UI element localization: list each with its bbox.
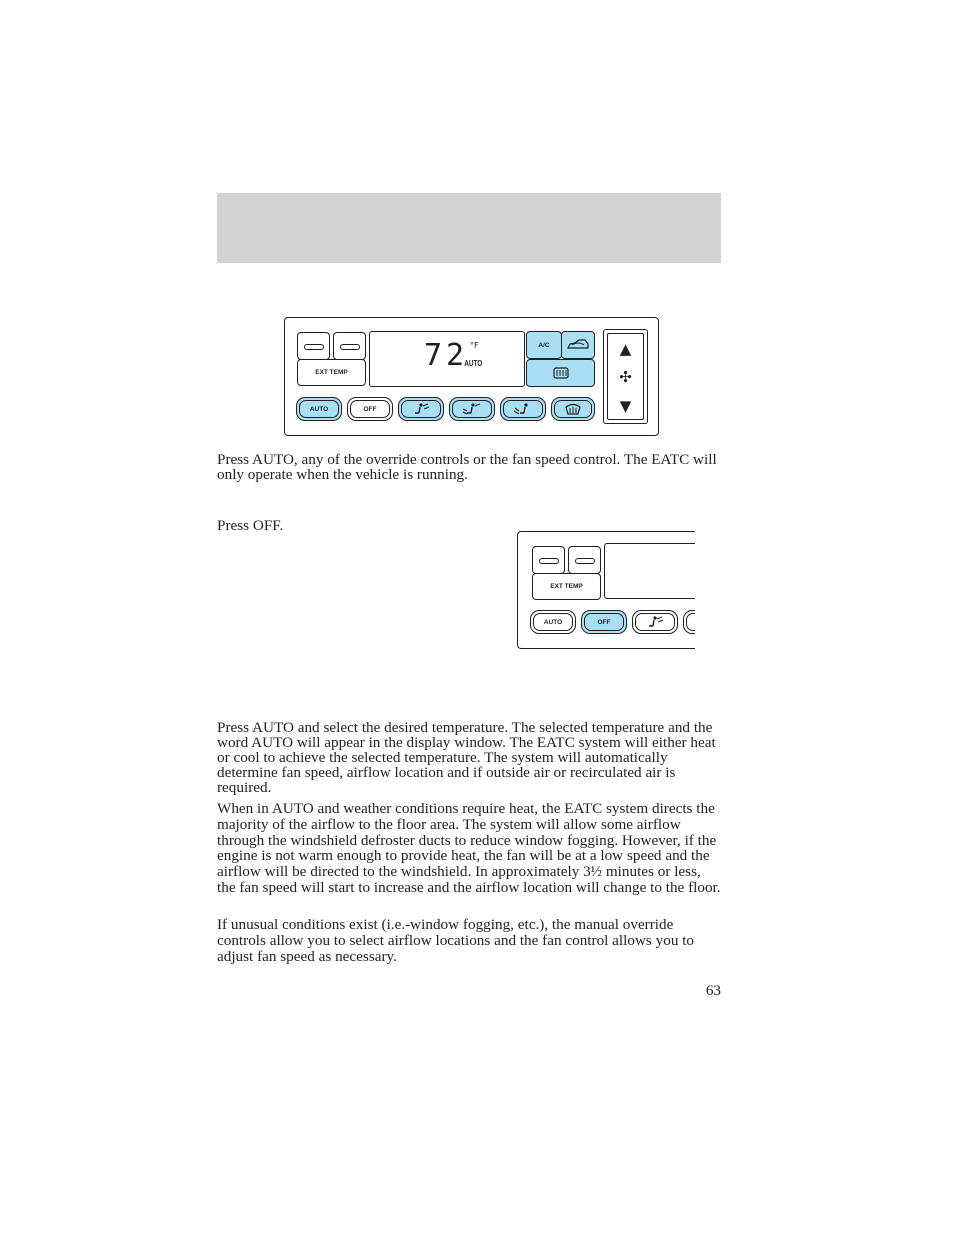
page-number: 63: [705, 982, 721, 999]
off-button[interactable]: [581, 610, 627, 634]
panel-floor-button[interactable]: [449, 397, 495, 421]
temp-up-key[interactable]: [333, 332, 366, 360]
panel-floor-icon: [461, 402, 483, 416]
display-temperature: 72: [424, 338, 469, 373]
paragraph-system-on: Press AUTO, any of the override controls or the fan speed control. The EATC will only operate when the vehicle is running.: [217, 451, 717, 483]
temp-up-key[interactable]: [568, 546, 601, 574]
fan-speed-control: [603, 329, 648, 424]
panel-vent-button[interactable]: [398, 397, 444, 421]
ext-temp-button[interactable]: [297, 359, 366, 386]
windshield-defrost-button[interactable]: [551, 397, 595, 421]
header-band: [217, 193, 721, 263]
floor-icon: [512, 402, 534, 416]
off-button[interactable]: [347, 397, 393, 421]
recirculation-button[interactable]: [561, 331, 595, 359]
eatc-panel-off-detail: [517, 531, 695, 649]
temp-down-key[interactable]: [532, 546, 565, 574]
paragraph-override: If unusual conditions exist (i.e.-window fogging, etc.), the manual override controls allow you to select airflow locations and the fan control allows you to adjust fan speed as necessary.: [217, 916, 695, 966]
key-indicator: [539, 558, 559, 564]
panel-vent-icon: [411, 402, 431, 416]
auto-label: AUTO: [309, 405, 329, 413]
auto-label: AUTO: [543, 618, 563, 626]
auto-button[interactable]: [530, 610, 576, 634]
ac-label: A/C: [538, 341, 550, 349]
panel-vent-button[interactable]: [632, 610, 678, 634]
fan-down-arrow[interactable]: ▼: [619, 397, 632, 415]
ext-temp-button[interactable]: [532, 573, 601, 600]
key-indicator: [340, 344, 360, 350]
temperature-display: [369, 331, 525, 387]
paragraph-auto-heat: When in AUTO and weather conditions require heat, the EATC system directs the majority of the airflow to the floor area. The system will allow some airflow through the windshield defroster ducts to reduce window fogging. However, if the engine is not warm enough to provide heat, the fan will be at a low speed and the airflow will be directed to the windshield. In approximately 3½ minutes or less, the fan speed will start to increase and the airflow location will change to the floor.: [217, 800, 721, 896]
rear-defrost-icon: [553, 367, 569, 379]
temperature-display: [604, 543, 695, 599]
eatc-control-panel: [284, 317, 659, 436]
display-unit: °F: [470, 341, 479, 350]
key-border: [686, 613, 695, 631]
panel-floor-button[interactable]: [683, 610, 695, 634]
rear-defrost-button[interactable]: [526, 359, 595, 387]
panel-vent-icon: [645, 615, 665, 629]
key-indicator: [304, 344, 324, 350]
display-mode: AUTO: [464, 359, 483, 368]
windshield-defrost-icon: [564, 402, 582, 416]
floor-button[interactable]: [500, 397, 546, 421]
ext-temp-label: EXT TEMP: [315, 369, 348, 376]
fan-up-arrow[interactable]: ▲: [619, 340, 632, 358]
recirculation-car-icon: [566, 339, 590, 351]
ac-button[interactable]: [526, 331, 562, 359]
paragraph-auto-mode: Press AUTO and select the desired temperature. The selected temperature and the word AUTO will appear in the display window. The EATC system will either heat or cool to achieve the selected temperature. The system will automatically determine fan speed, airflow location and if outside air or recirculated air is required.: [217, 719, 716, 796]
fan-icon: ✣: [619, 368, 632, 386]
off-label: OFF: [363, 405, 377, 413]
off-label: OFF: [597, 618, 611, 626]
paragraph-system-off: Press OFF.: [217, 517, 284, 534]
ext-temp-label: EXT TEMP: [550, 583, 583, 590]
key-indicator: [575, 558, 595, 564]
auto-button[interactable]: [296, 397, 342, 421]
temp-down-key[interactable]: [297, 332, 330, 360]
